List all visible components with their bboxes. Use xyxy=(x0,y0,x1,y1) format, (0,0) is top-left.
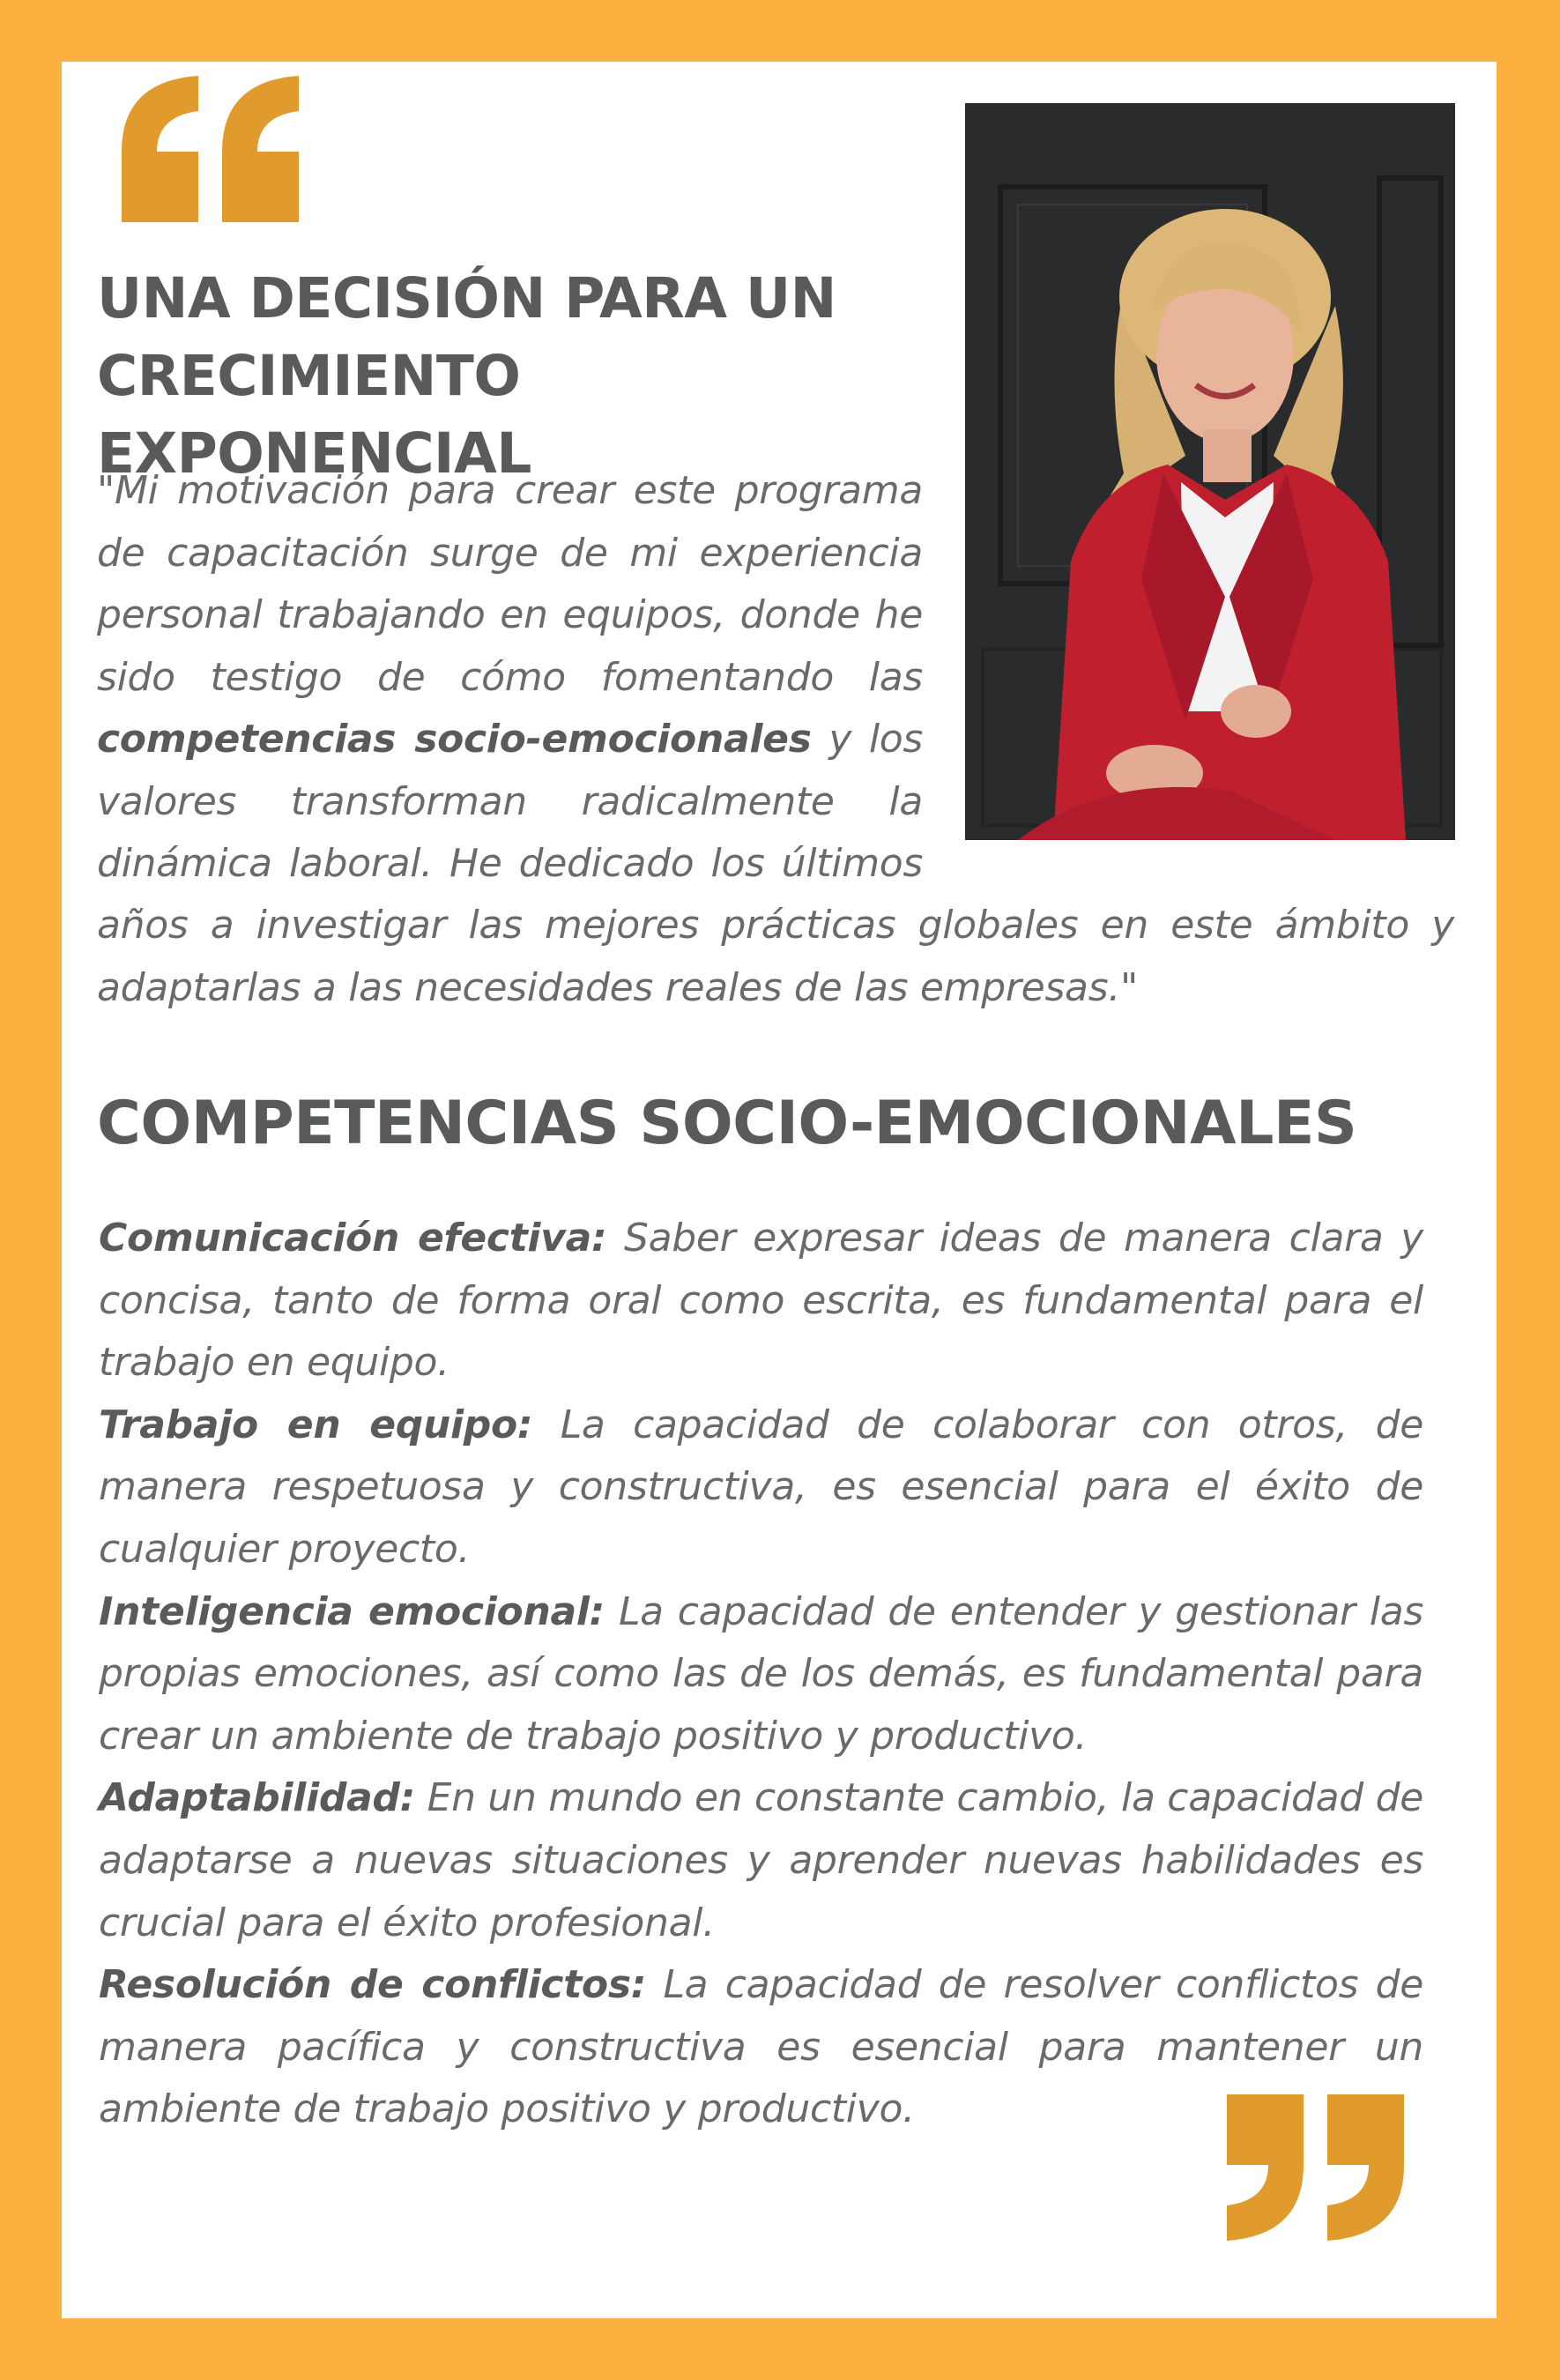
quote-line: "Mi motivación para crear este programa xyxy=(97,468,923,513)
item-description: La capacidad de entender y gestionar las propias emociones, así como las de los demás, es fundamental para crear un ambiente de trabajo positivo y productivo. xyxy=(99,1588,1423,1759)
quote-emphasis: competencias socio-emocionales xyxy=(97,717,812,762)
section-title: COMPETENCIAS SOCIO-EMOCIONALES xyxy=(97,1089,1357,1158)
item-description: La capacidad de colaborar con otros, de manera respetuosa y constructiva, es esencial para el éxito de cualquier proyecto. xyxy=(99,1402,1423,1572)
page-title xyxy=(97,260,943,493)
quote-line: adaptarlas a las necesidades reales de las empresas." xyxy=(97,964,1138,1010)
testimonial-quote xyxy=(97,460,923,896)
quote-line: valores transforman radicalmente la xyxy=(97,778,923,824)
quote-line: sido testigo de cómo fomentando las xyxy=(97,654,923,700)
closing-quote-icon xyxy=(1216,2087,1410,2246)
list-item xyxy=(99,1581,1423,1768)
item-term: Resolución de conflictos: xyxy=(99,1962,647,2008)
testimonial-quote-continued xyxy=(97,895,1454,1019)
item-description: Saber expresar ideas de manera clara y concisa, tanto de forma oral como escrita, es fundamental para el trabajo en equipo. xyxy=(99,1216,1423,1386)
item-description: La capacidad de resolver conflictos de manera pacífica y constructiva es esencial para mantener un ambiente de trabajo positivo y productivo. xyxy=(99,1962,1423,2132)
quote-line: años a investigar las mejores prácticas globales en este ámbito y xyxy=(97,903,1454,948)
title-line-2: CRECIMIENTO EXPONENCIAL xyxy=(97,344,531,486)
competencias-list xyxy=(99,1208,1423,2141)
portrait-photo xyxy=(965,103,1455,840)
item-term: Inteligencia emocional: xyxy=(99,1588,605,1634)
item-description: En un mundo en constante cambio, la capacidad de adaptarse a nuevas situaciones y aprender nuevas habilidades es crucial para el éxito profesional. xyxy=(99,1775,1423,1945)
quote-line: de capacitación surge de mi experiencia xyxy=(97,530,923,576)
item-term: Trabajo en equipo: xyxy=(99,1402,533,1447)
list-item xyxy=(99,1395,1423,1581)
item-term: Adaptabilidad: xyxy=(99,1775,415,1821)
quote-line-rest: y los xyxy=(811,717,923,762)
item-term: Comunicación efectiva: xyxy=(99,1216,607,1261)
title-line-1: UNA DECISIÓN PARA UN xyxy=(97,266,836,331)
quote-line: personal trabajando en equipos, donde he xyxy=(97,592,923,637)
quote-line: dinámica laboral. He dedicado los últimos xyxy=(97,841,923,886)
opening-quote-icon xyxy=(115,71,308,229)
list-item xyxy=(99,1208,1423,1395)
list-item xyxy=(99,1767,1423,1954)
quote-line xyxy=(97,709,923,771)
